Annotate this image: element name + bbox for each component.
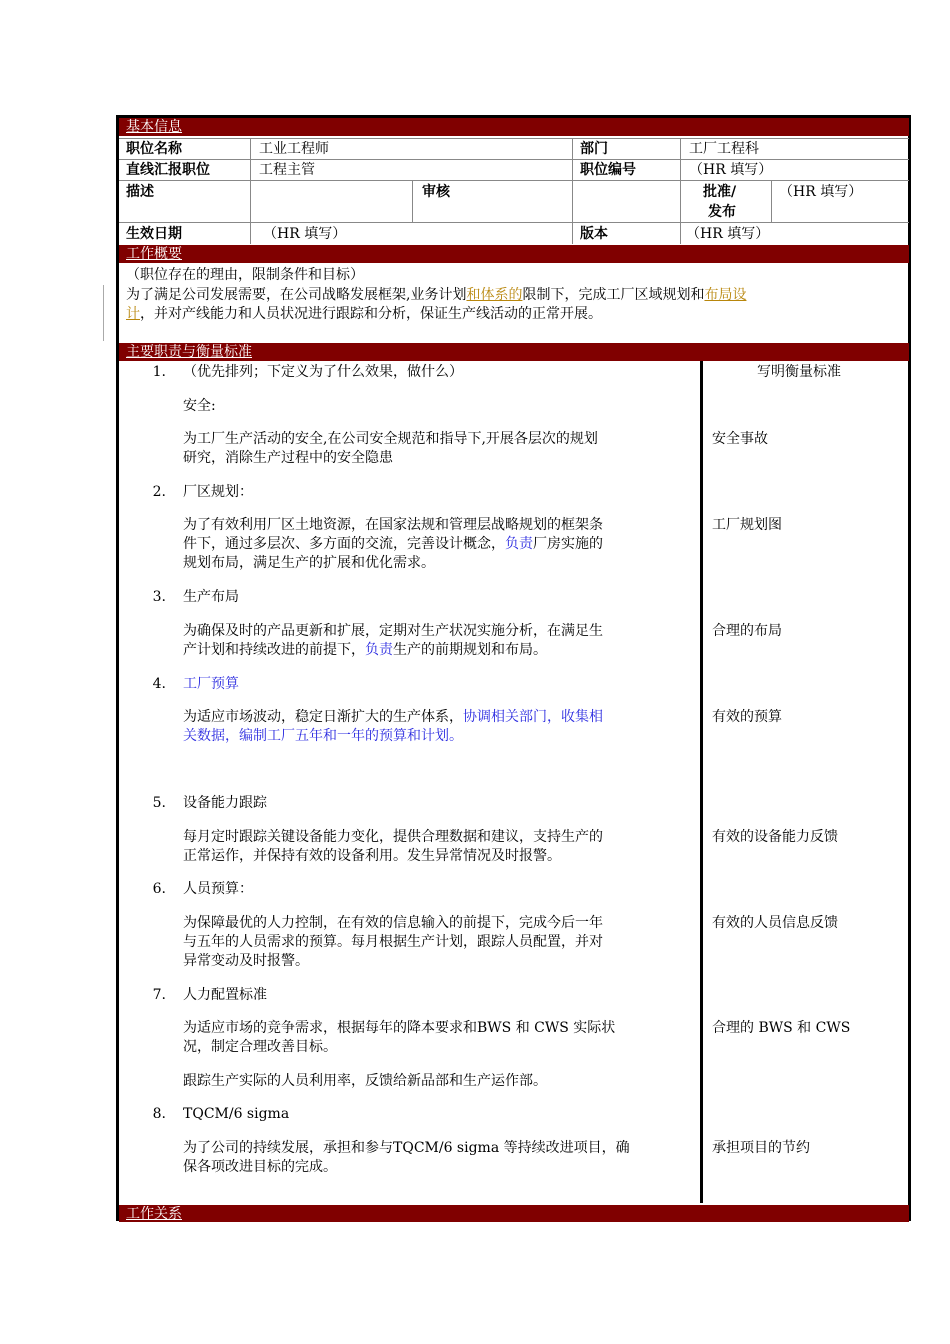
grid-line	[250, 138, 251, 244]
item-standard: 工厂规划图	[712, 517, 782, 533]
item-number: 3.	[152, 589, 166, 605]
report-value: 工程主管	[259, 162, 315, 178]
summary-text: ，并对产线能力和人员状况进行跟踪和分析，保证生产线活动的正常开展。	[140, 306, 602, 322]
item-text-part: 厂房实施的	[533, 536, 603, 552]
item-text: 况，制定合理改善目标。	[183, 1039, 337, 1055]
column-divider	[700, 361, 703, 1203]
version-value: （HR 填写）	[686, 226, 770, 242]
item-standard: 承担项目的节约	[712, 1140, 810, 1156]
item-standard: 合理的 BWS 和 CWS	[712, 1020, 851, 1036]
item-text: 每月定时跟踪关键设备能力变化，提供合理数据和建议，支持生产的	[183, 829, 603, 845]
item-standard: 有效的人员信息反馈	[712, 915, 838, 931]
job-title-value: 工业工程师	[259, 141, 329, 157]
item-text: 保各项改进目标的完成。	[183, 1159, 337, 1175]
item-text-part: 产计划和持续改进的前提下，	[183, 642, 365, 658]
item-standard: 安全事故	[712, 431, 768, 447]
item-number: 2.	[152, 484, 166, 500]
item-text-highlight: 协调相关部门，收集相	[463, 709, 603, 725]
section-relations-header: 工作关系	[119, 1205, 909, 1222]
item-text: 为确保及时的产品更新和扩展，定期对生产状况实施分析，在满足生	[183, 623, 603, 639]
report-label: 直线汇报职位	[126, 162, 210, 178]
item-title: 人力配置标准	[183, 987, 267, 1003]
item-title: 生产布局	[183, 589, 239, 605]
grid-line	[119, 180, 909, 181]
item-title: 工厂预算	[183, 676, 239, 692]
summary-text: 限制下，完成工厂区域规划和	[522, 287, 705, 303]
item-number: 4.	[152, 676, 166, 692]
code-value: （HR 填写）	[689, 162, 773, 178]
item-text-part: 生产的前期规划和布局。	[393, 642, 547, 658]
summary-tracked-text: 计	[126, 306, 140, 322]
item-text: 为适应市场的竞争需求，根据每年的降本要求和BWS 和 CWS 实际状	[183, 1020, 616, 1036]
grid-line	[680, 138, 681, 244]
item-text	[183, 535, 603, 553]
grid-line	[119, 138, 909, 139]
item-title: （优先排列；下定义为了什么效果，做什么）	[183, 364, 463, 380]
item-number: 7.	[152, 987, 166, 1003]
item-text: 为了有效利用厂区土地资源，在国家法规和管理层战略规划的框架条	[183, 517, 603, 533]
item-title: 设备能力跟踪	[183, 795, 267, 811]
summary-tracked-text: 布局设	[704, 287, 747, 303]
item-sub: 安全:	[183, 398, 216, 414]
dept-value: 工厂工程科	[689, 141, 759, 157]
version-label: 版本	[580, 226, 608, 242]
item-title: 人员预算：	[183, 881, 253, 897]
summary-line-1	[126, 286, 746, 305]
item-text: 为工厂生产活动的安全,在公司安全规范和指导下,开展各层次的规划	[183, 431, 598, 447]
item-title: TQCM/6 sigma	[183, 1106, 290, 1122]
code-label: 职位编号	[580, 162, 636, 178]
item-title: 厂区规划：	[183, 484, 253, 500]
item-text: 研究，消除生产过程中的安全隐患	[183, 450, 393, 466]
item-number: 5.	[152, 795, 166, 811]
grid-line	[771, 180, 772, 222]
summary-hint: （职位存在的理由，限制条件和目标）	[126, 267, 364, 283]
item-number: 8.	[152, 1106, 166, 1122]
review-label: 审核	[422, 184, 450, 200]
summary-text: 为了满足公司发展需要，在公司战略发展框架,业务计划	[126, 287, 467, 303]
item-standard: 有效的设备能力反馈	[712, 829, 838, 845]
item-text: 关数据，编制工厂五年和一年的预算和计划。	[183, 728, 463, 744]
item-text: 跟踪生产实际的人员利用率，反馈给新品部和生产运作部。	[183, 1073, 547, 1089]
date-value: （HR 填写）	[263, 226, 347, 242]
item-text-highlight: 负责	[505, 536, 533, 552]
grid-line	[572, 138, 573, 244]
item-text	[183, 641, 547, 659]
item-number: 1.	[152, 364, 166, 380]
item-text: 正常运作，并保持有效的设备利用。发生异常情况及时报警。	[183, 848, 561, 864]
item-text-part: 为适应市场波动，稳定日渐扩大的生产体系，	[183, 709, 463, 725]
summary-line-2	[126, 305, 602, 324]
approve-label: 批准/	[703, 184, 737, 200]
item-standard: 合理的布局	[712, 623, 782, 639]
item-text	[183, 708, 603, 726]
item-number: 6.	[152, 881, 166, 897]
dept-label: 部门	[580, 141, 608, 157]
item-text: 异常变动及时报警。	[183, 953, 309, 969]
section-duties-header: 主要职责与衡量标准	[119, 343, 909, 361]
item-text: 为保障最优的人力控制，在有效的信息输入的前提下，完成今后一年	[183, 915, 603, 931]
approve-label-2: 发布	[708, 204, 736, 220]
margin-marker	[103, 285, 104, 341]
grid-line	[412, 180, 413, 222]
date-label: 生效日期	[126, 226, 182, 242]
item-text-part: 件下，通过多层次、多方面的交流，完善设计概念，	[183, 536, 505, 552]
item-text: 与五年的人员需求的预算。每月根据生产计划，跟踪人员配置，并对	[183, 934, 603, 950]
desc-label: 描述	[126, 184, 154, 200]
standard-header: 写明衡量标准	[757, 364, 841, 380]
job-title-label: 职位名称	[126, 141, 182, 157]
item-text-highlight: 负责	[365, 642, 393, 658]
approve-value: （HR 填写）	[779, 184, 863, 200]
section-summary-header: 工作概要	[119, 245, 909, 263]
grid-line	[119, 159, 909, 160]
item-text: 为了公司的持续发展，承担和参与TQCM/6 sigma 等持续改进项目，确	[183, 1140, 630, 1156]
section-basic-header: 基本信息	[119, 118, 909, 136]
item-standard: 有效的预算	[712, 709, 782, 725]
summary-tracked-text: 和体系的	[466, 287, 523, 303]
grid-line	[119, 222, 909, 223]
item-text: 规划布局，满足生产的扩展和优化需求。	[183, 555, 435, 571]
